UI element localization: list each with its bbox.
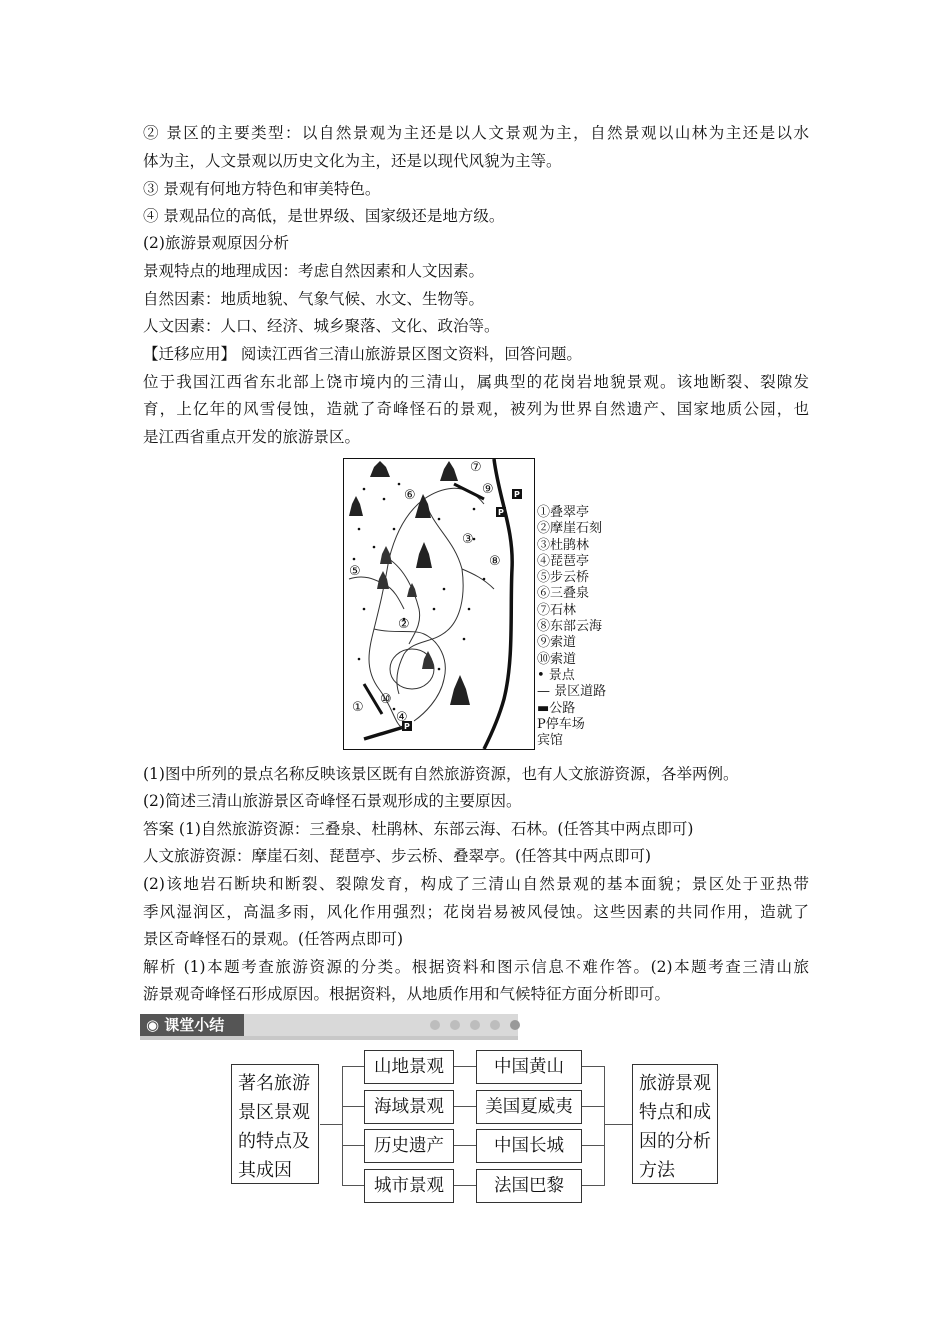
map-label-2: ② bbox=[398, 617, 410, 632]
connector bbox=[342, 1066, 364, 1067]
legend-item: — 景区道路 bbox=[537, 684, 607, 700]
map-drawing bbox=[344, 459, 534, 749]
map-label-8: ⑧ bbox=[489, 554, 501, 569]
category-box: 山地景观 bbox=[364, 1050, 454, 1084]
summary-left-line: 其成因 bbox=[238, 1160, 292, 1181]
banner-dot bbox=[490, 1020, 500, 1030]
text-line: 景观特点的地理成因：考虑自然因素和人文因素。 bbox=[143, 262, 485, 280]
answer-line: 季风湿润区，高温多雨，风化作用强烈；花岗岩易被风侵蚀。这些因素的共同作用，造就了 bbox=[143, 903, 809, 921]
connector bbox=[582, 1185, 604, 1186]
category-box: 海域景观 bbox=[364, 1090, 454, 1124]
banner-dot bbox=[470, 1020, 480, 1030]
parking-label: P bbox=[404, 722, 410, 731]
answer-line: 景区奇峰怪石的景观。(任答两点即可) bbox=[143, 930, 404, 948]
summary-right-line: 因的分析 bbox=[639, 1131, 711, 1152]
connector bbox=[454, 1145, 476, 1146]
legend-item: ②摩崖石刻 bbox=[537, 521, 603, 537]
map-label-6: ⑥ bbox=[404, 488, 416, 503]
parking-label: P bbox=[514, 490, 520, 499]
map-label-1: ① bbox=[352, 700, 364, 715]
legend-item: ③杜鹃林 bbox=[537, 537, 590, 553]
map-label-7: ⑦ bbox=[470, 460, 482, 475]
legend-item: ▬公路 bbox=[537, 700, 576, 716]
legend-item: ⑧东部云海 bbox=[537, 619, 603, 635]
banner-dot bbox=[450, 1020, 460, 1030]
text-line: 人文因素：人口、经济、城乡聚落、文化、政治等。 bbox=[143, 317, 500, 335]
category-box: 历史遗产 bbox=[364, 1129, 454, 1163]
connector bbox=[320, 1124, 342, 1125]
map-label-3: ③ bbox=[462, 532, 474, 547]
summary-left-line: 景区景观 bbox=[238, 1102, 310, 1123]
banner-dot bbox=[430, 1020, 440, 1030]
legend-item: 宾馆 bbox=[537, 733, 564, 749]
section-heading: 【迁移应用】 阅读江西省三清山旅游景区图文资料，回答问题。 bbox=[143, 345, 582, 363]
text-line: 育，上亿年的风雪侵蚀，造就了奇峰怪石的景观，被列为世界自然遗产、国家地质公园，也 bbox=[143, 400, 809, 418]
parking-label: P bbox=[498, 508, 504, 517]
map-label-4: ④ bbox=[396, 710, 408, 725]
text-line: ② 景区的主要类型：以自然景观为主还是以人文景观为主，自然景观以山林为主还是以水 bbox=[143, 124, 809, 142]
map-legend bbox=[537, 505, 606, 749]
map-label-10: ⑩ bbox=[380, 692, 392, 707]
map-label-5: ⑤ bbox=[349, 564, 361, 579]
summary-left-line: 著名旅游 bbox=[238, 1073, 310, 1094]
banner-dot bbox=[510, 1020, 520, 1030]
summary-right-line: 方法 bbox=[639, 1160, 675, 1181]
example-box: 法国巴黎 bbox=[476, 1169, 582, 1203]
question-1: (1)图中所列的景点名称反映该景区既有自然旅游资源，也有人文旅游资源，各举两例。 bbox=[143, 765, 739, 783]
connector bbox=[582, 1066, 604, 1067]
example-box: 美国夏威夷 bbox=[476, 1090, 582, 1124]
legend-item: • 景点 bbox=[537, 667, 575, 683]
question-2: (2)简述三清山旅游景区奇峰怪石景观形成的主要原因。 bbox=[143, 792, 522, 810]
summary-banner-text: ◉ 课堂小结 bbox=[146, 1016, 225, 1034]
summary-banner bbox=[140, 1014, 518, 1036]
text-line: 是江西省重点开发的旅游景区。 bbox=[143, 428, 361, 446]
connector bbox=[582, 1145, 604, 1146]
analysis-line: 解析 (1)本题考查旅游资源的分类。根据资料和图示信息不难作答。(2)本题考查三清山旅 bbox=[143, 958, 809, 976]
map-label-9: ⑨ bbox=[482, 482, 494, 497]
answer-line: (2)该地岩石断块和断裂、裂隙发育，构成了三清山自然景观的基本面貌；景区处于亚热带 bbox=[143, 875, 809, 893]
legend-item: ⑤步云桥 bbox=[537, 570, 590, 586]
summary-banner-underline bbox=[140, 1036, 518, 1040]
example-box: 中国长城 bbox=[476, 1129, 582, 1163]
legend-item: ⑦石林 bbox=[537, 602, 577, 618]
connector bbox=[342, 1106, 364, 1107]
connector bbox=[342, 1145, 364, 1146]
text-line: 位于我国江西省东北部上饶市境内的三清山，属典型的花岗岩地貌景观。该地断裂、裂隙发 bbox=[143, 373, 809, 391]
category-box: 城市景观 bbox=[364, 1169, 454, 1203]
text-line: 自然因素：地质地貌、气象气候、水文、生物等。 bbox=[143, 290, 485, 308]
legend-item: ①叠翠亭 bbox=[537, 505, 590, 520]
summary-left-line: 的特点及 bbox=[238, 1131, 310, 1152]
connector bbox=[582, 1106, 604, 1107]
summary-right-line: 旅游景观 bbox=[639, 1073, 711, 1094]
answer-line: 人文旅游资源：摩崖石刻、琵琶亭、步云桥、叠翠亭。(任答其中两点即可) bbox=[143, 847, 652, 865]
connector bbox=[604, 1066, 605, 1186]
connector bbox=[454, 1185, 476, 1186]
legend-item: P停车场 bbox=[537, 716, 585, 732]
connector bbox=[454, 1066, 476, 1067]
connector bbox=[342, 1185, 364, 1186]
summary-banner-fill bbox=[244, 1014, 518, 1036]
legend-item: ⑥三叠泉 bbox=[537, 586, 590, 602]
summary-right-box bbox=[632, 1064, 718, 1184]
legend-item: ④琵琶亭 bbox=[537, 553, 590, 569]
sanqingshan-map bbox=[343, 458, 535, 750]
summary-banner-title bbox=[140, 1014, 244, 1036]
text-line: 体为主，人文景观以历史文化为主，还是以现代风貌为主等。 bbox=[143, 152, 562, 170]
example-box: 中国黄山 bbox=[476, 1050, 582, 1084]
answer-line: 答案 (1)自然旅游资源：三叠泉、杜鹃林、东部云海、石林。(任答其中两点即可) bbox=[143, 820, 694, 838]
connector bbox=[454, 1106, 476, 1107]
text-line: (2)旅游景观原因分析 bbox=[143, 234, 289, 252]
legend-item: ⑩索道 bbox=[537, 651, 577, 667]
text-line: ④ 景观品位的高低，是世界级、国家级还是地方级。 bbox=[143, 207, 505, 225]
summary-right-line: 特点和成 bbox=[639, 1102, 711, 1123]
connector bbox=[604, 1124, 632, 1125]
legend-item: ⑨索道 bbox=[537, 635, 577, 651]
text-line: ③ 景观有何地方特色和审美特色。 bbox=[143, 180, 381, 198]
connector bbox=[342, 1066, 343, 1186]
analysis-line: 游景观奇峰怪石形成原因。根据资料，从地质作用和气候特征方面分析即可。 bbox=[143, 985, 671, 1003]
summary-left-box bbox=[231, 1064, 319, 1184]
